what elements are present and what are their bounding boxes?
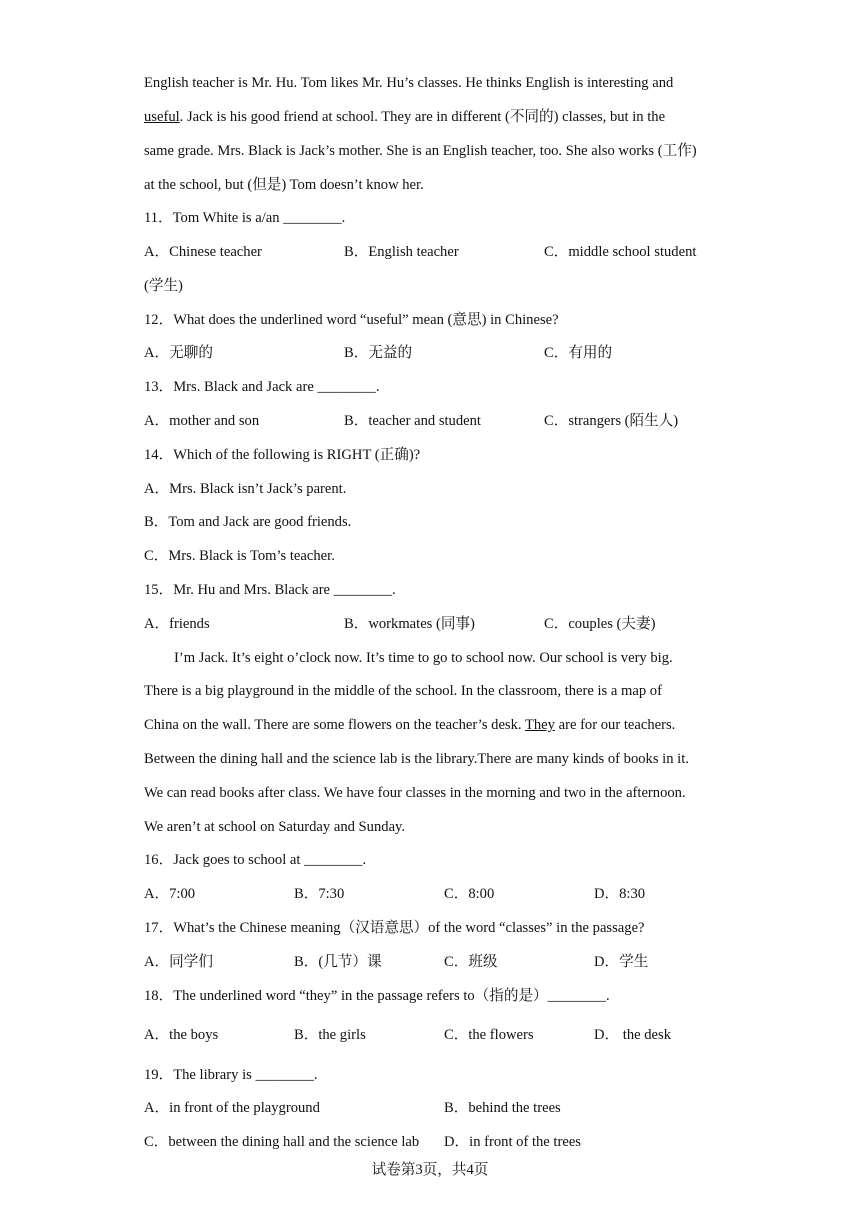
option-b: B．teacher and student xyxy=(344,413,481,429)
option-a: A．friends xyxy=(144,616,210,632)
option-a: A．同学们 xyxy=(144,954,213,970)
passage-line: There is a big playground in the middle of the school. In the classroom, there is a map of xyxy=(144,683,662,699)
passage-line: at the school, but (但是) Tom doesn’t know her. xyxy=(144,177,424,193)
option-b: B．the girls xyxy=(294,1027,366,1043)
question-stem: 18．The underlined word “they” in the passage refers to（指的是）________. xyxy=(144,988,610,1004)
option-a: A．mother and son xyxy=(144,413,260,429)
option-c: C．the flowers xyxy=(444,1027,534,1043)
option-a: A．Chinese teacher xyxy=(144,244,262,260)
question-stem: 19．The library is ________. xyxy=(144,1067,318,1083)
passage-line: We aren’t at school on Saturday and Sunday. xyxy=(144,819,406,835)
option-b: B．7:30 xyxy=(294,886,345,902)
option-d: D．in front of the trees xyxy=(444,1134,581,1150)
page-footer: 试卷第3页，共4页 xyxy=(371,1162,489,1178)
option-b: B．无益的 xyxy=(344,345,413,361)
option-b: B．(几节）课 xyxy=(294,954,382,970)
option-c: C．8:00 xyxy=(444,886,495,902)
option-c: C．strangers (陌生人) xyxy=(544,413,679,429)
option-a: A．7:00 xyxy=(144,886,196,902)
option-b: B．behind the trees xyxy=(444,1100,561,1116)
question-stem: 13．Mrs. Black and Jack are ________. xyxy=(144,379,380,395)
option-c: C．班级 xyxy=(444,954,498,970)
option-c: C．有用的 xyxy=(544,345,613,361)
option-a: A．无聊的 xyxy=(144,345,213,361)
option-b: B．English teacher xyxy=(344,244,459,260)
question-stem: 17．What’s the Chinese meaning（汉语意思）of the word “classes” in the passage? xyxy=(144,920,645,936)
passage-line: Between the dining hall and the science lab is the library.There are many kinds of books in it. xyxy=(144,751,689,767)
passage-line: useful. Jack is his good friend at school. They are in different (不同的) classes, but in the xyxy=(144,109,666,125)
option-c: C．Mrs. Black is Tom’s teacher. xyxy=(144,548,335,564)
question-stem: 15．Mr. Hu and Mrs. Black are ________. xyxy=(144,582,396,598)
option-d: D．学生 xyxy=(594,954,649,970)
option-c: C．between the dining hall and the science lab xyxy=(144,1134,420,1150)
option-a: A．in front of the playground xyxy=(144,1100,320,1116)
option-a: A．the boys xyxy=(144,1027,219,1043)
question-stem: 12．What does the underlined word “useful” mean (意思) in Chinese? xyxy=(144,312,559,328)
underlined-word: useful xyxy=(144,109,180,125)
underlined-word: They xyxy=(524,717,555,733)
option-b: B．workmates (同事) xyxy=(344,616,475,632)
option-c: C．middle school student xyxy=(544,244,697,260)
passage-line: We can read books after class. We have four classes in the morning and two in the afternoon. xyxy=(144,785,686,801)
passage-line: English teacher is Mr. Hu. Tom likes Mr. Hu’s classes. He thinks English is interesting and xyxy=(144,75,674,91)
option-c-continued: (学生) xyxy=(144,278,183,294)
passage-line: same grade. Mrs. Black is Jack’s mother. She is an English teacher, too. She also works (工作) xyxy=(144,143,697,159)
passage-line: I’m Jack. It’s eight o’clock now. It’s time to go to school now. Our school is very big. xyxy=(174,650,673,666)
option-d: D．8:30 xyxy=(594,886,646,902)
question-stem: 16．Jack goes to school at ________. xyxy=(144,852,367,868)
option-a: A．Mrs. Black isn’t Jack’s parent. xyxy=(144,481,347,497)
option-c: C．couples (夫妻) xyxy=(544,616,656,632)
option-b: B．Tom and Jack are good friends. xyxy=(144,514,352,530)
option-d: D． the desk xyxy=(594,1027,672,1043)
passage-line: China on the wall. There are some flowers on the teacher’s desk. They are for our teachers. xyxy=(144,717,676,733)
question-stem: 14．Which of the following is RIGHT (正确)? xyxy=(144,447,421,463)
question-stem: 11．Tom White is a/an ________. xyxy=(144,210,346,226)
